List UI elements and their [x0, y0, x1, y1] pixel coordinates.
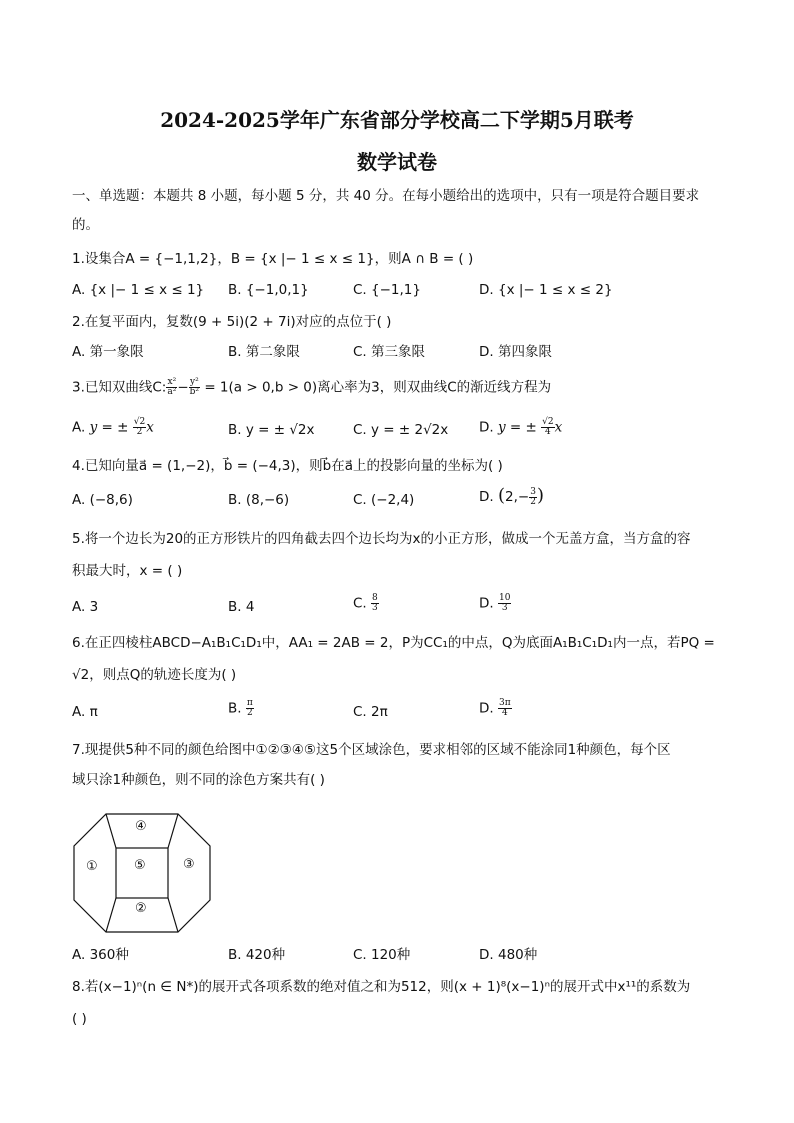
fraction-3-over-2: $\frac{3}{2}$ — [530, 486, 536, 507]
section-instructions-cont: 的。 — [72, 217, 99, 233]
fraction-3pi-over-4: $\frac{3\pi}{4}$ — [498, 698, 511, 718]
question-3-option-b: B. y = ± √2x — [228, 422, 315, 438]
question-6-option-d: D. $\frac{3\pi}{4}$ — [479, 698, 511, 718]
region-4-label: ④ — [135, 819, 147, 834]
question-3-option-a: A. y = ± $\frac{√2}{2}$ x — [72, 417, 154, 437]
page-title: 2024-2025学年广东省部分学校高二下学期5月联考 — [160, 108, 634, 132]
fraction-y2-b2: $\frac{\text{y²}}{\text{b²}}$ — [189, 377, 200, 397]
question-5-option-d: D. $\frac{10}{3}$ — [479, 593, 511, 613]
region-5-label: ⑤ — [134, 858, 146, 873]
question-3-stem-start: 3.已知双曲线C: — [72, 379, 167, 396]
section-instructions: 一、单选题：本题共 8 小题，每小题 5 分，共 40 分。在每小题给出的选项中，只有一项是符合题目要求 — [72, 188, 700, 204]
question-3-stem: 3.已知双曲线C: $\frac{\text{x²}}{\text{a²}}$ − $\frac{\text{y²}}{\text{b²}}$ = 1(a > 0,b > 0)离心率为3，则双曲线C的渐近线方程为 — [72, 377, 552, 397]
question-7-option-d: D. 480种 — [479, 947, 538, 963]
question-6-option-c: C. 2π — [353, 704, 388, 720]
question-5-option-c: C. $\frac{8}{3}$ — [353, 593, 378, 613]
region-2-label: ② — [135, 901, 147, 916]
region-1-label: ① — [86, 859, 98, 874]
fraction-sqrt2-over-2: $\frac{√2}{2}$ — [133, 417, 146, 437]
question-3-option-d: D. y = ± $\frac{√2}{4}$ x — [479, 417, 563, 437]
question-6-option-a: A. π — [72, 704, 98, 720]
fraction-x2-a2: $\frac{\text{x²}}{\text{a²}}$ — [167, 377, 177, 397]
question-5-option-a: A. 3 — [72, 599, 99, 615]
fraction-pi-over-2: $\frac{\pi}{2}$ — [246, 698, 253, 718]
question-5-stem-cont: 积最大时，x = ( ) — [72, 563, 183, 579]
question-1-option-a: A. {x |− 1 ≤ x ≤ 1} — [72, 282, 205, 298]
octagon-region-diagram — [72, 812, 212, 934]
question-4-stem: 4.已知向量a⃗ = (1,−2)，b⃗ = (−4,3)，则b⃗在a⃗上的投影向量的坐标为( ) — [72, 458, 503, 474]
question-7-stem: 7.现提供5种不同的颜色给图中①②③④⑤这5个区域涂色，要求相邻的区域不能涂同1种颜色，每个区 — [72, 742, 671, 758]
question-2-option-a: A. 第一象限 — [72, 344, 144, 360]
question-6-stem-cont: √2，则点Q的轨迹长度为( ) — [72, 667, 237, 683]
question-4-option-d: D. (2,− $\frac{3}{2}$ ) — [479, 485, 544, 507]
question-2-option-d: D. 第四象限 — [479, 344, 552, 360]
question-1-option-c: C. {−1,1} — [353, 282, 421, 298]
question-5-stem: 5.将一个边长为20的正方形铁片的四角截去四个边长均为x的小正方形，做成一个无盖方盒，当方盒的容 — [72, 531, 691, 547]
question-2-option-c: C. 第三象限 — [353, 344, 426, 360]
question-8-stem-cont: ( ) — [72, 1011, 87, 1027]
region-3-label: ③ — [183, 857, 195, 872]
question-7-option-a: A. 360种 — [72, 947, 129, 963]
question-7-stem-cont: 域只涂1种颜色，则不同的涂色方案共有( ) — [72, 772, 325, 788]
page-subtitle: 数学试卷 — [357, 150, 437, 174]
question-2-stem: 2.在复平面内，复数(9 + 5i)(2 + 7i)对应的点位于( ) — [72, 314, 392, 330]
question-5-option-b: B. 4 — [228, 599, 255, 615]
question-2-option-b: B. 第二象限 — [228, 344, 300, 360]
question-6-stem: 6.在正四棱柱ABCD−A₁B₁C₁D₁中，AA₁ = 2AB = 2，P为CC₁的中点，Q为底面A₁B₁C₁D₁内一点，若PQ = — [72, 635, 715, 651]
question-4-option-b: B. (8,−6) — [228, 492, 290, 508]
question-4-option-a: A. (−8,6) — [72, 492, 133, 508]
question-1-option-b: B. {−1,0,1} — [228, 282, 309, 298]
question-3-option-c: C. y = ± 2√2x — [353, 422, 449, 438]
question-7-option-c: C. 120种 — [353, 947, 411, 963]
fraction-10-over-3: $\frac{10}{3}$ — [498, 593, 511, 613]
question-8-stem: 8.若(x−1)ⁿ(n ∈ N*)的展开式各项系数的绝对值之和为512，则(x + 1)⁸(x−1)ⁿ的展开式中x¹¹的系数为 — [72, 979, 691, 995]
question-1-option-d: D. {x |− 1 ≤ x ≤ 2} — [479, 282, 613, 298]
question-6-option-b: B. $\frac{\pi}{2}$ — [228, 698, 253, 718]
question-7-option-b: B. 420种 — [228, 947, 286, 963]
question-3-stem-end: = 1(a > 0,b > 0)离心率为3，则双曲线C的渐近线方程为 — [200, 379, 552, 396]
fraction-8-over-3: $\frac{8}{3}$ — [372, 593, 378, 613]
fraction-sqrt2-over-4: $\frac{√2}{4}$ — [542, 417, 554, 437]
question-4-option-c: C. (−2,4) — [353, 492, 415, 508]
question-1-stem: 1.设集合A = {−1,1,2}，B = {x |− 1 ≤ x ≤ 1}，则A ∩ B = ( ) — [72, 251, 474, 267]
